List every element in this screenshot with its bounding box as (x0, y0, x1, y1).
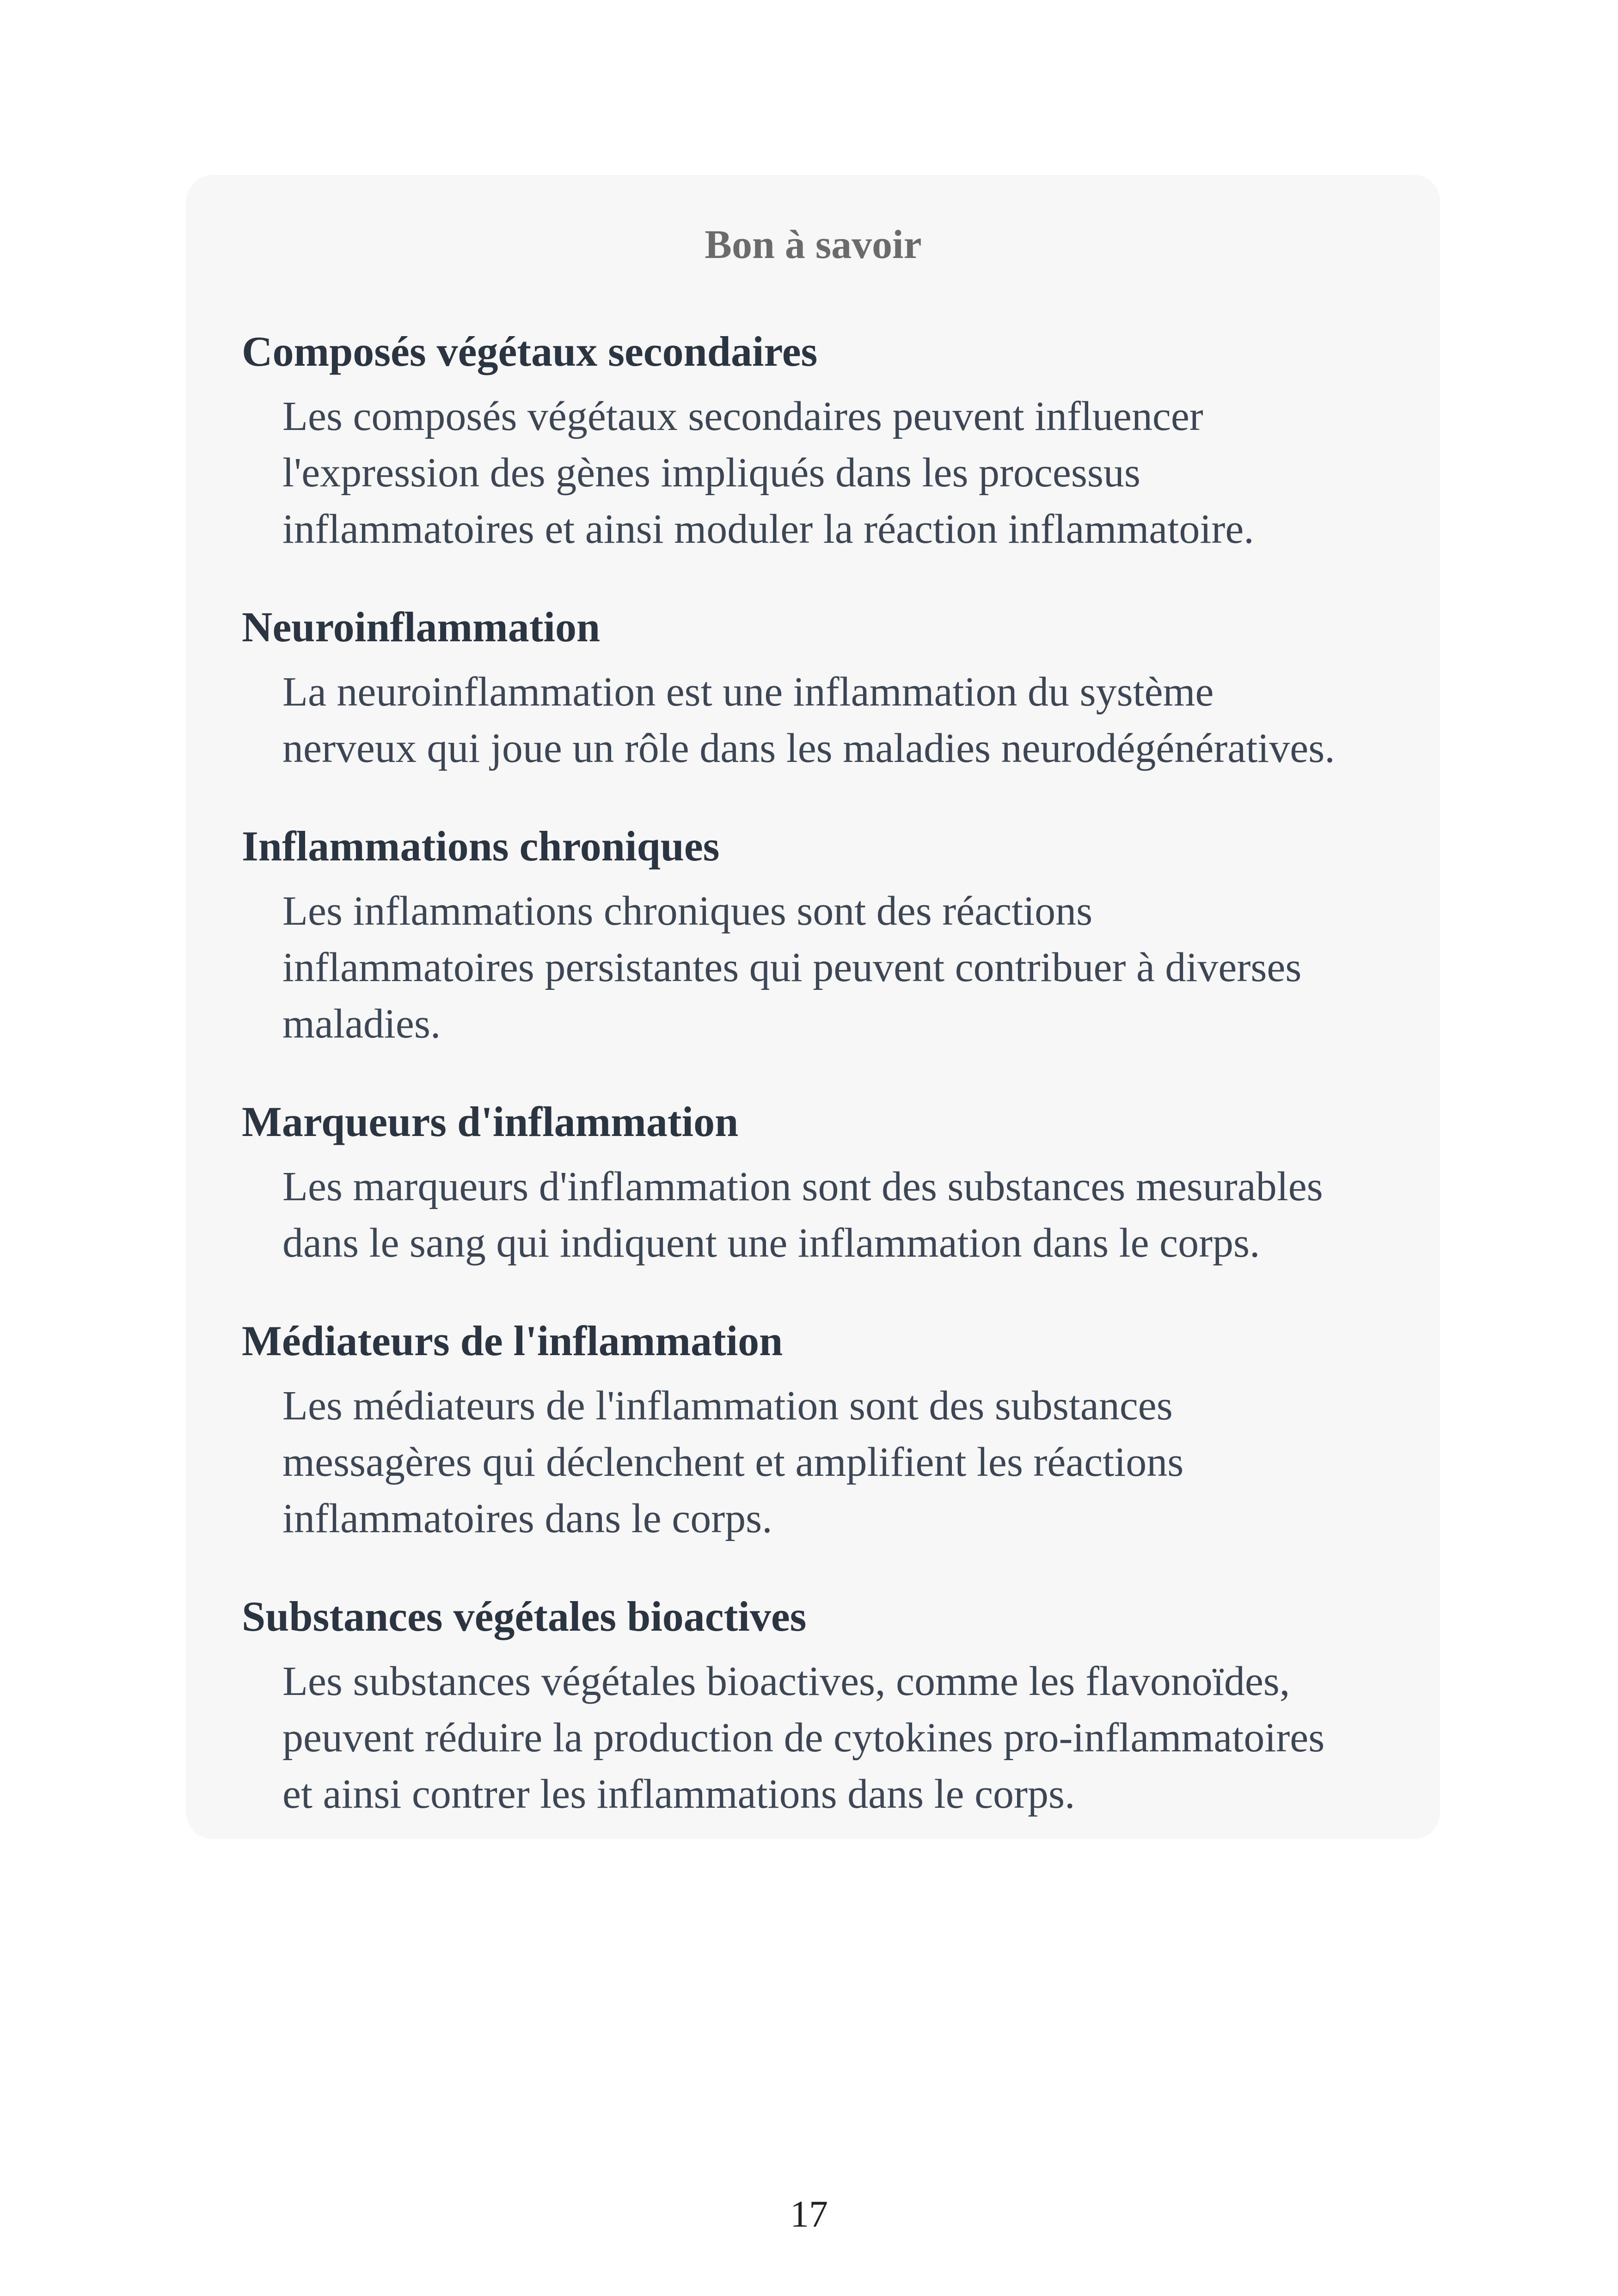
glossary-entry (242, 1100, 1385, 1271)
glossary-term: Neuroinflammation (242, 603, 601, 651)
definition-line: messagères qui déclenchent et amplifient les réactions (282, 1439, 1184, 1485)
definition-line: peuvent réduire la production de cytokines pro-inflammatoires (282, 1715, 1325, 1761)
definition-line: La neuroinflammation est une inflammation du système (282, 669, 1214, 715)
glossary-definition (242, 1159, 1385, 1271)
glossary-entry (242, 1595, 1385, 1823)
definition-line: maladies. (282, 1001, 441, 1047)
definition-line: Les inflammations chroniques sont des réactions (282, 888, 1093, 934)
glossary-entry (242, 825, 1385, 1052)
info-box (186, 175, 1440, 1839)
definition-line: inflammatoires persistantes qui peuvent contribuer à diverses (282, 945, 1302, 990)
glossary-entry (242, 1317, 1385, 1547)
glossary-definition (242, 664, 1385, 777)
page-number: 17 (790, 2193, 828, 2235)
definition-line: et ainsi contrer les inflammations dans le corps. (282, 1771, 1075, 1817)
glossary-term: Inflammations chroniques (242, 823, 720, 870)
box-title: Bon à savoir (705, 222, 922, 267)
glossary-term: Marqueurs d'inflammation (242, 1098, 739, 1145)
definition-line: Les médiateurs de l'inflammation sont des substances (282, 1383, 1173, 1429)
definition-line: dans le sang qui indiquent une inflammation dans le corps. (282, 1220, 1260, 1266)
definition-line: Les substances végétales bioactives, comme les flavonoïdes, (282, 1658, 1290, 1704)
glossary-entry (242, 603, 1385, 777)
definition-line: Les marqueurs d'inflammation sont des substances mesurables (282, 1164, 1323, 1209)
glossary-definition (242, 883, 1385, 1052)
glossary-definition (242, 1653, 1385, 1823)
glossary-definition (242, 1378, 1385, 1547)
definition-line: inflammatoires et ainsi moduler la réaction inflammatoire. (282, 506, 1254, 552)
glossary-term: Médiateurs de l'inflammation (242, 1317, 783, 1364)
glossary-entry (242, 330, 1385, 558)
glossary-term: Substances végétales bioactives (242, 1593, 807, 1640)
glossary-definition (242, 388, 1385, 558)
definition-line: l'expression des gènes impliqués dans les processus (282, 450, 1140, 496)
definition-line: Les composés végétaux secondaires peuvent influencer (282, 393, 1203, 439)
definition-line: inflammatoires dans le corps. (282, 1496, 772, 1541)
definition-line: nerveux qui joue un rôle dans les maladies neurodégénératives. (282, 725, 1335, 771)
glossary-term: Composés végétaux secondaires (242, 328, 818, 375)
